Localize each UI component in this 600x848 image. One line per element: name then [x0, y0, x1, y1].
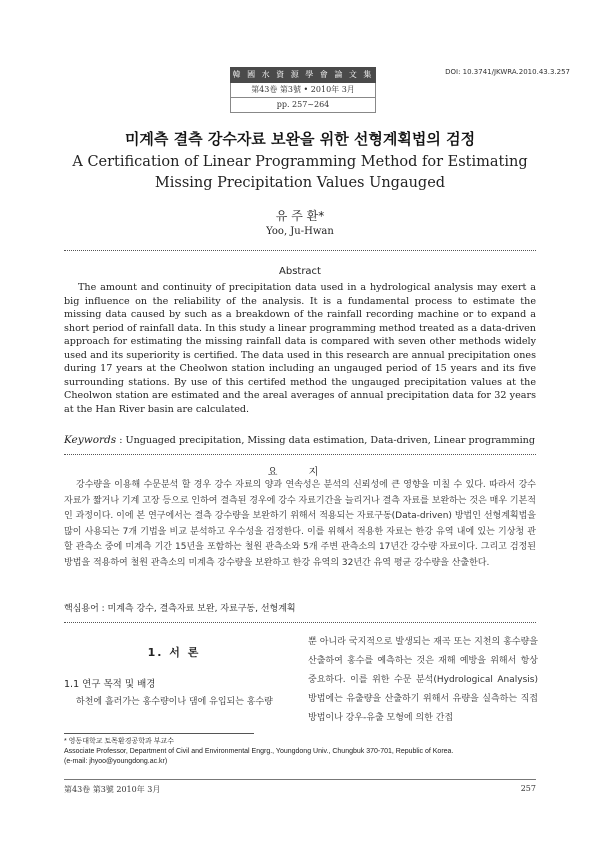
keywords-label: Keywords [64, 434, 117, 446]
author-korean: 유 주 환* [275, 209, 325, 223]
abstract-body [64, 281, 536, 416]
author-english: Yoo, Ju-Hwan [266, 226, 334, 237]
footer-journal-issue: 第43卷 第3號 2010年 3月 [64, 785, 161, 794]
title-english: A Certification of Linear Programming Method for Estimating Missing Precipitation Values Ungauged [72, 154, 528, 191]
abstract-text: The amount and continuity of precipitation data used in a hydrological analysis may exert a big influence on the reliability of the analysis. It is a fundamental process to estimate the missing data caused by such as a breakdown of the rainfall recording machine or to expand a short period of rainfall data. In this study a linear programming method treated as a data-driven approach for estimating the missing rainfall data is compared with seven other methods widely used and its superiority is certified. The data used in this research are annual precipitation ones during 17 years at the Cheolwon station including an ungauged period of 15 years and its five surrounding stations. By use of this certifed method the ungauged precipitation values at the Cheolwon station are estimated and the areal averages of annual precipitation data for 32 years at the Han River basin are calculated. [64, 282, 536, 415]
footnote-affiliation-ko: * 영동대학교 토목환경공학과 부교수 [64, 738, 174, 745]
footnote-affiliation-en: Associate Professor, Department of Civil and Environmental Engrg., Youngdong Univ., Chungbuk 370-701, Republic of Korea. [64, 748, 454, 755]
keywords-text: : Unguaged precipitation, Missing data estimation, Data-driven, Linear programming [119, 435, 535, 446]
journal-pages: pp. 257~264 [230, 98, 376, 113]
divider [64, 622, 536, 623]
korean-summary-body [64, 478, 536, 571]
footnote-rule [64, 733, 254, 734]
doi: DOI: 10.3741/JKWRA.2010.43.3.257 [445, 68, 570, 76]
footnote [64, 737, 544, 767]
keywords [64, 434, 544, 446]
abstract-heading: Abstract [279, 266, 321, 277]
korean-summary-heading: 요 지 [267, 467, 333, 478]
footer-rule [64, 779, 536, 780]
body-left-paragraph: 하천에 흘러가는 홍수량이나 댐에 유입되는 홍수량 [76, 697, 273, 707]
footnote-email: (e-mail: jhyoo@youngdong.ac.kr) [64, 758, 168, 765]
journal-info-box [230, 67, 376, 113]
body-right-paragraph: 뿐 아니라 국지적으로 발생되는 재곡 또는 지천의 홍수량을 산출하여 홍수를 예측하는 것은 재해 예방을 위해서 항상 중요하다. 이를 위한 수문 분석(Hydrological Analysis) 방법에는 유출량을 산출하기 위해서 유량을 실측하는 직접 방법이나 강우-유출 모형에 의한 간접 [308, 637, 538, 723]
divider [64, 250, 536, 251]
subsection-heading: 1.1 연구 목적 및 배경 [64, 679, 156, 690]
korean-summary-text: 강수량을 이용해 수문분석 할 경우 강수 자료의 양과 연속성은 분석의 신뢰성에 큰 영향을 미칠 수 있다. 따라서 강수 자료가 짧거나 기계 고장 등으로 인하여 결측된 경우에 강수 자료기간을 늘리거나 결측 자료를 보완하는 것은 매우 기본적인 과정이다. 이에 본 연구에서는 결측 강수량을 보완하기 위해서 적용되는 자료구동(Data-driven) 방법인 선형계획법을 많이 사용되는 7개 기법을 비교 분석하고 우수성을 검정한다. 이를 위해서 적용한 자료는 한강 유역 내에 있는 기상청 관할 관측소 중에 미계측 기간 15년을 포함하는 철원 관측소와 5개 주변 관측소의 17년간 강수량 자료이다. 그리고 검정된 방법을 적용하여 철원 관측소의 미계측 강수량을 보완하고 한강 유역의 32년간 유역 평균 강수량을 산출한다. [64, 480, 536, 568]
section-heading: 1. 서 론 [147, 646, 201, 659]
korean-keywords: 핵심용어 : 미계측 강수, 결측자료 보완, 자료구동, 선형계획 [64, 604, 296, 614]
divider [64, 454, 536, 455]
journal-volume: 第43卷 第3號 • 2010年 3月 [230, 83, 376, 98]
page-number: 257 [520, 784, 536, 793]
title-korean: 미계측 결측 강수자료 보완을 위한 선형계획법의 검정 [124, 130, 476, 148]
journal-name: 韓 國 水 資 源 學 會 論 文 集 [230, 67, 376, 83]
